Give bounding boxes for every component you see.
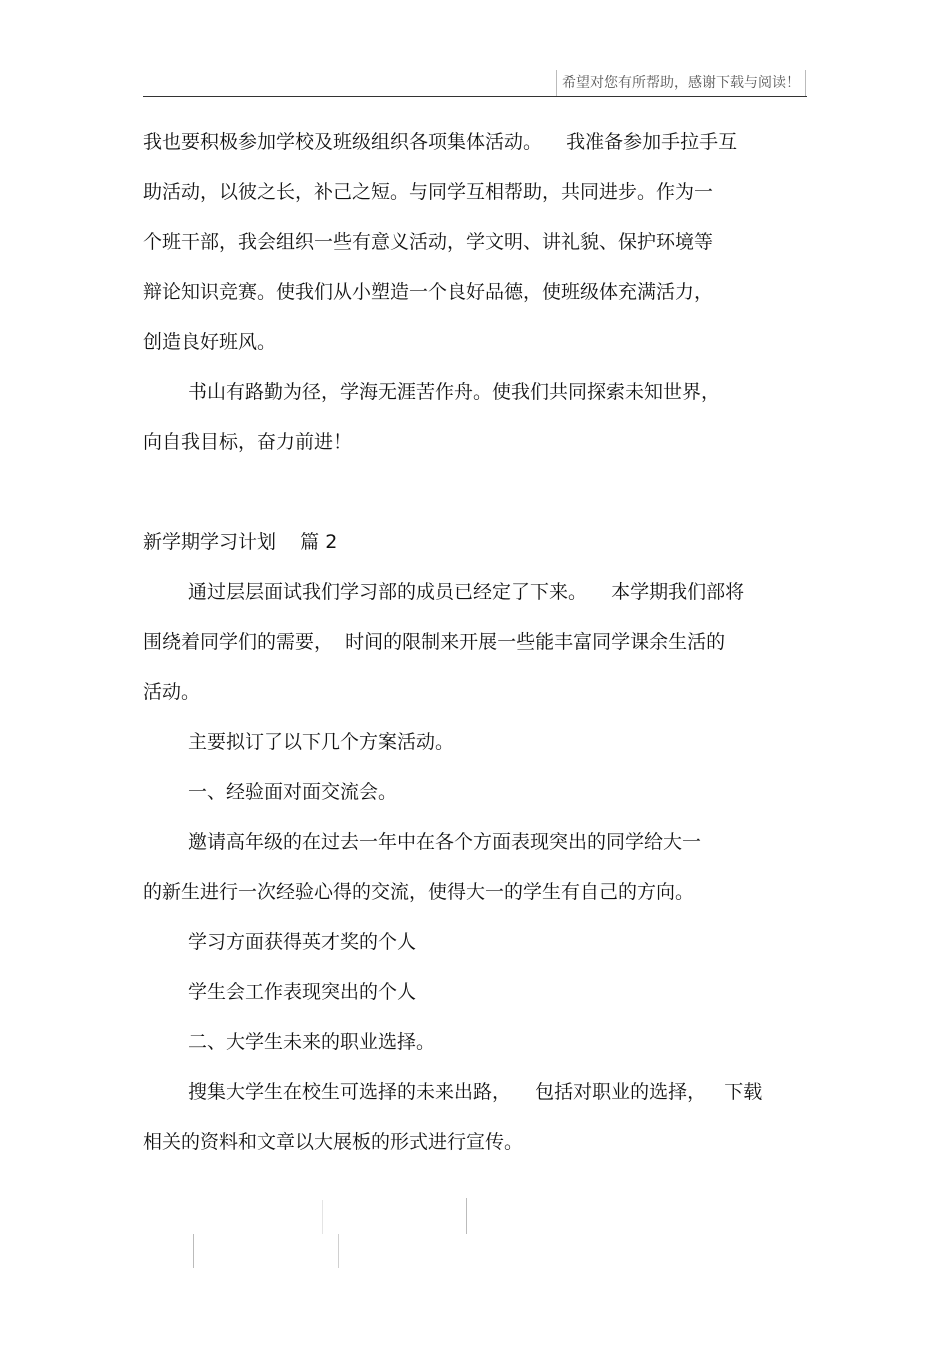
- paragraph-line: 邀请高年级的在过去一年中在各个方面表现突出的同学给大一: [188, 831, 702, 853]
- scan-artifact-line: [322, 1200, 323, 1234]
- paragraph-line: 助活动，以彼之长，补己之短。与同学互相帮助，共同进步。作为一: [143, 181, 714, 203]
- scan-artifact-line: [338, 1234, 339, 1268]
- list-heading: 二、大学生未来的职业选择。: [188, 1031, 436, 1053]
- paragraph-line: 创造良好班风。: [143, 331, 277, 353]
- paragraph-line: 搜集大学生在校生可选择的未来出路， 包括对职业的选择， 下载: [188, 1081, 763, 1103]
- header-divider: [143, 96, 807, 97]
- list-item: 学习方面获得英才奖的个人: [188, 931, 417, 953]
- scan-artifact-line: [466, 1198, 467, 1234]
- header-note: 希望对您有所帮助，感谢下载与阅读！: [556, 70, 806, 96]
- paragraph-line: 辩论知识竞赛。使我们从小塑造一个良好品德，使班级体充满活力，: [143, 281, 714, 303]
- paragraph-line: 通过层层面试我们学习部的成员已经定了下来。 本学期我们部将: [188, 581, 745, 603]
- paragraph-line: 向自我目标，奋力前进！: [143, 431, 353, 453]
- paragraph-line: 相关的资料和文章以大展板的形式进行宣传。: [143, 1131, 524, 1153]
- paragraph-line: 主要拟订了以下几个方案活动。: [188, 731, 455, 753]
- section-heading: 新学期学习计划 篇 2: [143, 531, 338, 553]
- list-heading: 一、经验面对面交流会。: [188, 781, 398, 803]
- paragraph-line: 活动。: [143, 681, 201, 703]
- scan-artifact-line: [193, 1234, 194, 1268]
- paragraph-line: 围绕着同学们的需要， 时间的限制来开展一些能丰富同学课余生活的: [143, 631, 726, 653]
- paragraph-line: 个班干部，我会组织一些有意义活动，学文明、讲礼貌、保护环境等: [143, 231, 714, 253]
- list-item: 学生会工作表现突出的个人: [188, 981, 417, 1003]
- paragraph-line: 我也要积极参加学校及班级组织各项集体活动。 我准备参加手拉手互: [143, 131, 738, 153]
- paragraph-line: 的新生进行一次经验心得的交流，使得大一的学生有自己的方向。: [143, 881, 695, 903]
- paragraph-line: 书山有路勤为径，学海无涯苦作舟。使我们共同探索未知世界，: [188, 381, 721, 403]
